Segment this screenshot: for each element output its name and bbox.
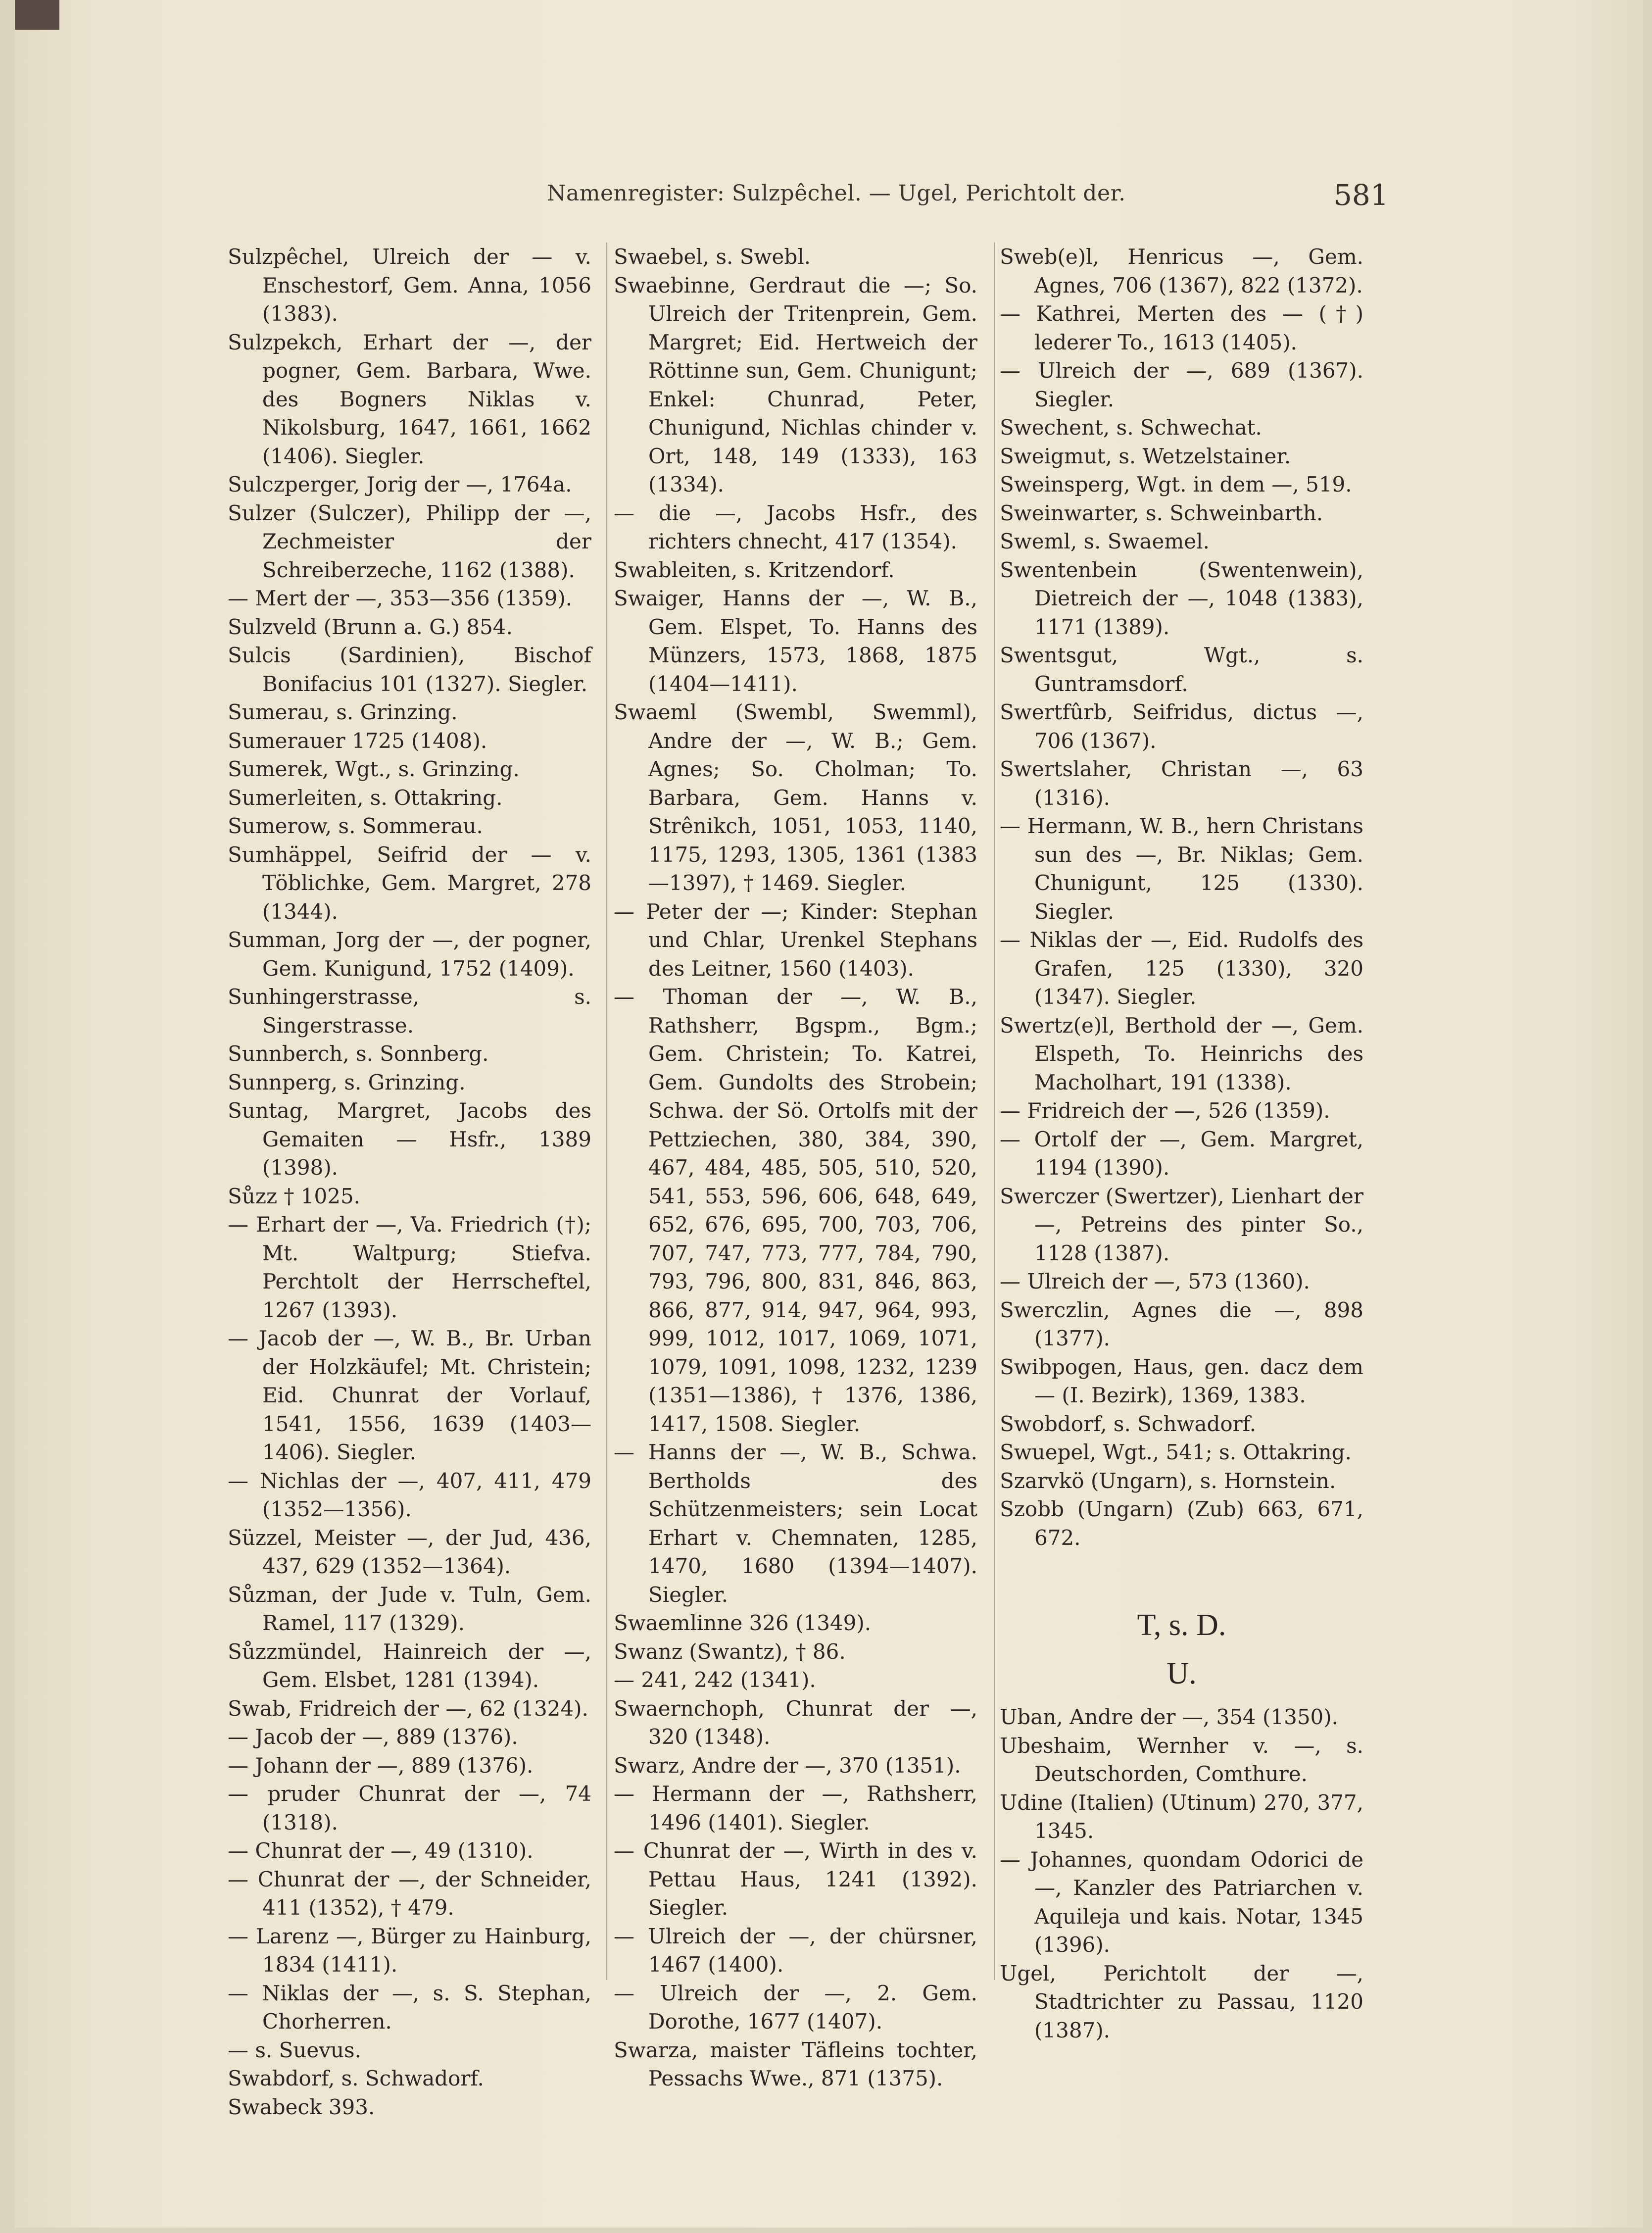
index-entry: — 241, 242 (1341). bbox=[614, 1668, 816, 1692]
index-entry: — Peter der —; Kinder: Stephan und Chlar, Urenkel Stephans des Leitner, 1560 (1403). bbox=[614, 899, 977, 981]
index-entry: Sulzpekch, Erhart der —, der pogner, Gem. Barbara, Wwe. des Bogners Niklas v. Nikolsburg, 1647, 1661, 1662 (1406). Siegler. bbox=[228, 330, 591, 468]
index-column-3 bbox=[1000, 243, 1363, 2044]
index-column-2 bbox=[614, 243, 977, 2093]
index-entry: Ugel, Perichtolt der —, Stadtrichter zu Passau, 1120 (1387). bbox=[1000, 1961, 1363, 2042]
section-heading-t: T, s. D. bbox=[1137, 1608, 1226, 1642]
index-entry: Swertz(e)l, Berthold der —, Gem. Elspeth, To. Heinrichs des Macholhart, 191 (1338). bbox=[1000, 1013, 1363, 1094]
index-entry: — Larenz —, Bürger zu Hainburg, 1834 (1411). bbox=[228, 1924, 591, 1977]
index-entry: Swarz, Andre der —, 370 (1351). bbox=[614, 1753, 961, 1778]
index-entry: — Johannes, quondam Odorici de —, Kanzler des Patriarchen v. Aquileja und kais. Notar, 1345 (1396). bbox=[1000, 1847, 1363, 1957]
index-entry: Sweml, s. Swaemel. bbox=[1000, 529, 1210, 553]
index-entry: — Jacob der —, 889 (1376). bbox=[228, 1725, 518, 1749]
column-gutter-1 bbox=[606, 243, 607, 1980]
index-entry: — Johann der —, 889 (1376). bbox=[228, 1753, 534, 1778]
index-entry: — Hermann, W. B., hern Christans sun des —, Br. Niklas; Gem. Chunigunt, 125 (1330). Siegler. bbox=[1000, 814, 1363, 924]
index-entry: — Jacob der —, W. B., Br. Urban der Holzkäufel; Mt. Christein; Eid. Chunrat der Vorlauf, 1541, 1556, 1639 (1403—1406). Siegler. bbox=[228, 1326, 591, 1464]
index-entry: Swuepel, Wgt., 541; s. Ottakring. bbox=[1000, 1440, 1352, 1464]
index-entry: Ubeshaim, Wernher v. —, s. Deutschorden, Comthure. bbox=[1000, 1733, 1363, 1786]
scan-edge bbox=[15, 0, 59, 30]
index-entry: Sulczperger, Jorig der —, 1764a. bbox=[228, 472, 572, 496]
index-entry: Sumerow, s. Sommerau. bbox=[228, 814, 483, 838]
index-entry: — Ulreich der —, der chürsner, 1467 (1400). bbox=[614, 1924, 977, 1977]
index-entry: — Ulreich der —, 573 (1360). bbox=[1000, 1269, 1310, 1293]
index-entry: Sweinwarter, s. Schweinbarth. bbox=[1000, 500, 1323, 525]
index-entry: — Chunrat der —, der Schneider, 411 (1352), † 479. bbox=[228, 1867, 591, 1920]
index-entry: Swerczer (Swertzer), Lienhart der —, Petreins des pinter So., 1128 (1387). bbox=[1000, 1184, 1363, 1265]
index-entry: Swab, Fridreich der —, 62 (1324). bbox=[228, 1696, 588, 1721]
index-entry: — Nichlas der —, 407, 411, 479 (1352—1356). bbox=[228, 1468, 591, 1521]
index-entry: Sumhäppel, Seifrid der — v. Töblichke, Gem. Margret, 278 (1344). bbox=[228, 842, 591, 924]
index-entry: Szarvkö (Ungarn), s. Hornstein. bbox=[1000, 1468, 1336, 1493]
running-header: Namenregister: Sulzpêchel. — Ugel, Perichtolt der. bbox=[547, 181, 1126, 206]
index-entry: Swaernchoph, Chunrat der —, 320 (1348). bbox=[614, 1696, 977, 1749]
index-entry: — Chunrat der —, Wirth in des v. Pettau Haus, 1241 (1392). Siegler. bbox=[614, 1838, 977, 1920]
index-entry: — Hermann der —, Rathsherr, 1496 (1401). Siegler. bbox=[614, 1782, 977, 1835]
index-entry: Sůzman, der Jude v. Tuln, Gem. Ramel, 117 (1329). bbox=[228, 1582, 591, 1635]
index-entry: — Fridreich der —, 526 (1359). bbox=[1000, 1098, 1330, 1123]
index-entry: Swobdorf, s. Schwadorf. bbox=[1000, 1411, 1257, 1436]
index-entry: Sulcis (Sardinien), Bischof Bonifacius 101 (1327). Siegler. bbox=[228, 643, 591, 696]
index-entry: — Chunrat der —, 49 (1310). bbox=[228, 1838, 534, 1863]
index-entry: — Niklas der —, s. S. Stephan, Chorherren. bbox=[228, 1981, 591, 2034]
index-entry: Suntag, Margret, Jacobs des Gemaiten — Hsfr., 1389 (1398). bbox=[228, 1098, 591, 1180]
index-entry: Swibpogen, Haus, gen. dacz dem — (I. Bezirk), 1369, 1383. bbox=[1000, 1354, 1363, 1407]
index-entry: — Niklas der —, Eid. Rudolfs des Grafen, 125 (1330), 320 (1347). Siegler. bbox=[1000, 928, 1363, 1009]
index-entry: Swaebel, s. Swebl. bbox=[614, 245, 811, 269]
index-entry: Uban, Andre der —, 354 (1350). bbox=[1000, 1705, 1339, 1729]
index-entry: — Mert der —, 353—356 (1359). bbox=[228, 586, 573, 610]
index-entry: — s. Suevus. bbox=[228, 2037, 361, 2062]
index-entry: — Ortolf der —, Gem. Margret, 1194 (1390). bbox=[1000, 1127, 1363, 1180]
index-entry: — Thoman der —, W. B., Rathsherr, Bgspm., Bgm.; Gem. Christein; To. Katrei, Gem. Gundolts des Strobein; Schwa. der Sö. Ortolfs mit der Pettziechen, 380, 384, 390, 467, 484, 485, 505, 510, 520, 541, 553, 596, 606, 648, 649, 652, 676, 695, 700, 703, 706, 707, 747, 773, 777, 784, 790, 793, 796, 800, 831, 846, 863, 866, 877, 914, 947, 964, 993, 999, 1012, 1017, 1069, 1071, 1079, 1091, 1098, 1232, 1239 (1351—1386), † 1376, 1386, 1417, 1508. Siegler. bbox=[614, 985, 977, 1436]
index-entry: Sunnberch, s. Sonnberg. bbox=[228, 1042, 489, 1066]
index-entry: Swechent, s. Schwechat. bbox=[1000, 415, 1262, 440]
index-entry: Sůzzmündel, Hainreich der —, Gem. Elsbet, 1281 (1394). bbox=[228, 1639, 591, 1692]
index-entry: Swanz (Swantz), † 86. bbox=[614, 1639, 846, 1664]
index-entry: Swabdorf, s. Schwadorf. bbox=[228, 2066, 484, 2090]
index-entry: Sumerauer 1725 (1408). bbox=[228, 728, 487, 753]
index-entry: Udine (Italien) (Utinum) 270, 377, 1345. bbox=[1000, 1790, 1363, 1843]
page-number: 581 bbox=[1334, 178, 1389, 212]
index-entry: Swertfûrb, Seifridus, dictus —, 706 (1367). bbox=[1000, 700, 1363, 753]
index-entry: Sumerleiten, s. Ottakring. bbox=[228, 785, 503, 810]
index-entry: Sulzveld (Brunn a. G.) 854. bbox=[228, 614, 513, 639]
index-entry: Szobb (Ungarn) (Zub) 663, 671, 672. bbox=[1000, 1497, 1363, 1550]
index-entry: — Ulreich der —, 689 (1367). Siegler. bbox=[1000, 358, 1363, 411]
index-entry: Swaebinne, Gerdraut die —; So. Ulreich der Tritenprein, Gem. Margret; Eid. Hertweich der Röttinne sun, Gem. Chunigunt; Enkel: Chunrad, Peter, Chunigund, Nichlas chinder v. Ort, 148, 149 (1333), 163 (1334). bbox=[614, 273, 977, 496]
index-entry: Sulzer (Sulczer), Philipp der —, Zechmeister der Schreiberzeche, 1162 (1388). bbox=[228, 500, 591, 582]
index-entry: Sweb(e)l, Henricus —, Gem. Agnes, 706 (1367), 822 (1372). bbox=[1000, 245, 1363, 298]
index-entry: Swaemlinne 326 (1349). bbox=[614, 1611, 872, 1635]
index-entry: Swentenbein (Swentenwein), Dietreich der —, 1048 (1383), 1171 (1389). bbox=[1000, 557, 1363, 639]
index-entry: Swentsgut, Wgt., s. Guntramsdorf. bbox=[1000, 643, 1363, 696]
index-entry: Sumerek, Wgt., s. Grinzing. bbox=[228, 757, 520, 781]
index-entry: Sůzz † 1025. bbox=[228, 1184, 361, 1208]
index-entry: Süzzel, Meister —, der Jud, 436, 437, 629 (1352—1364). bbox=[228, 1525, 591, 1578]
index-entry: Swarza, maister Täfleins tochter, Pessachs Wwe., 871 (1375). bbox=[614, 2037, 977, 2090]
index-entry: Sweinsperg, Wgt. in dem —, 519. bbox=[1000, 472, 1352, 496]
index-entry: Swertslaher, Christan —, 63 (1316). bbox=[1000, 757, 1363, 810]
index-entry: Sumerau, s. Grinzing. bbox=[228, 700, 458, 724]
index-entry: — Ulreich der —, 2. Gem. Dorothe, 1677 (1407). bbox=[614, 1981, 977, 2034]
index-entry: Swaeml (Swembl, Swemml), Andre der —, W. B.; Gem. Agnes; So. Cholman; To. Barbara, Gem. Hanns v. Strênikch, 1051, 1053, 1140, 1175, 1293, 1305, 1361 (1383—1397), † 1469. Siegler. bbox=[614, 700, 977, 895]
index-entry: Swerczlin, Agnes die —, 898 (1377). bbox=[1000, 1297, 1363, 1350]
index-column-1 bbox=[228, 243, 591, 2121]
index-entry: Sunhingerstrasse, s. Singerstrasse. bbox=[228, 985, 591, 1038]
index-entry: Swaiger, Hanns der —, W. B., Gem. Elspet, To. Hanns des Münzers, 1573, 1868, 1875 (1404—1411). bbox=[614, 586, 977, 696]
index-entry: — pruder Chunrat der —, 74 (1318). bbox=[228, 1782, 591, 1835]
page bbox=[15, 0, 1643, 2228]
index-entry: Sweigmut, s. Wetzelstainer. bbox=[1000, 444, 1291, 468]
index-entry: — Kathrei, Merten des — (†) lederer To., 1613 (1405). bbox=[1000, 301, 1363, 354]
index-entry: Swabeck 393. bbox=[228, 2094, 375, 2119]
index-entry: — die —, Jacobs Hsfr., des richters chnecht, 417 (1354). bbox=[614, 500, 977, 553]
index-entry: Sunnperg, s. Grinzing. bbox=[228, 1070, 466, 1094]
column-gutter-2 bbox=[994, 243, 995, 1980]
index-entry: Sulzpêchel, Ulreich der — v. Enschestorf, Gem. Anna, 1056 (1383). bbox=[228, 245, 591, 326]
index-entry: Swableiten, s. Kritzendorf. bbox=[614, 557, 895, 582]
index-entry: Summan, Jorg der —, der pogner, Gem. Kunigund, 1752 (1409). bbox=[228, 928, 591, 981]
section-heading-u: U. bbox=[1166, 1656, 1197, 1690]
index-entry: — Hanns der —, W. B., Schwa. Bertholds des Schützenmeisters; sein Locat Erhart v. Chemnaten, 1285, 1470, 1680 (1394—1407). Siegler. bbox=[614, 1440, 977, 1607]
index-entry: — Erhart der —, Va. Friedrich (†); Mt. Waltpurg; Stiefva. Perchtolt der Herrscheftel, 1267 (1393). bbox=[228, 1212, 591, 1322]
